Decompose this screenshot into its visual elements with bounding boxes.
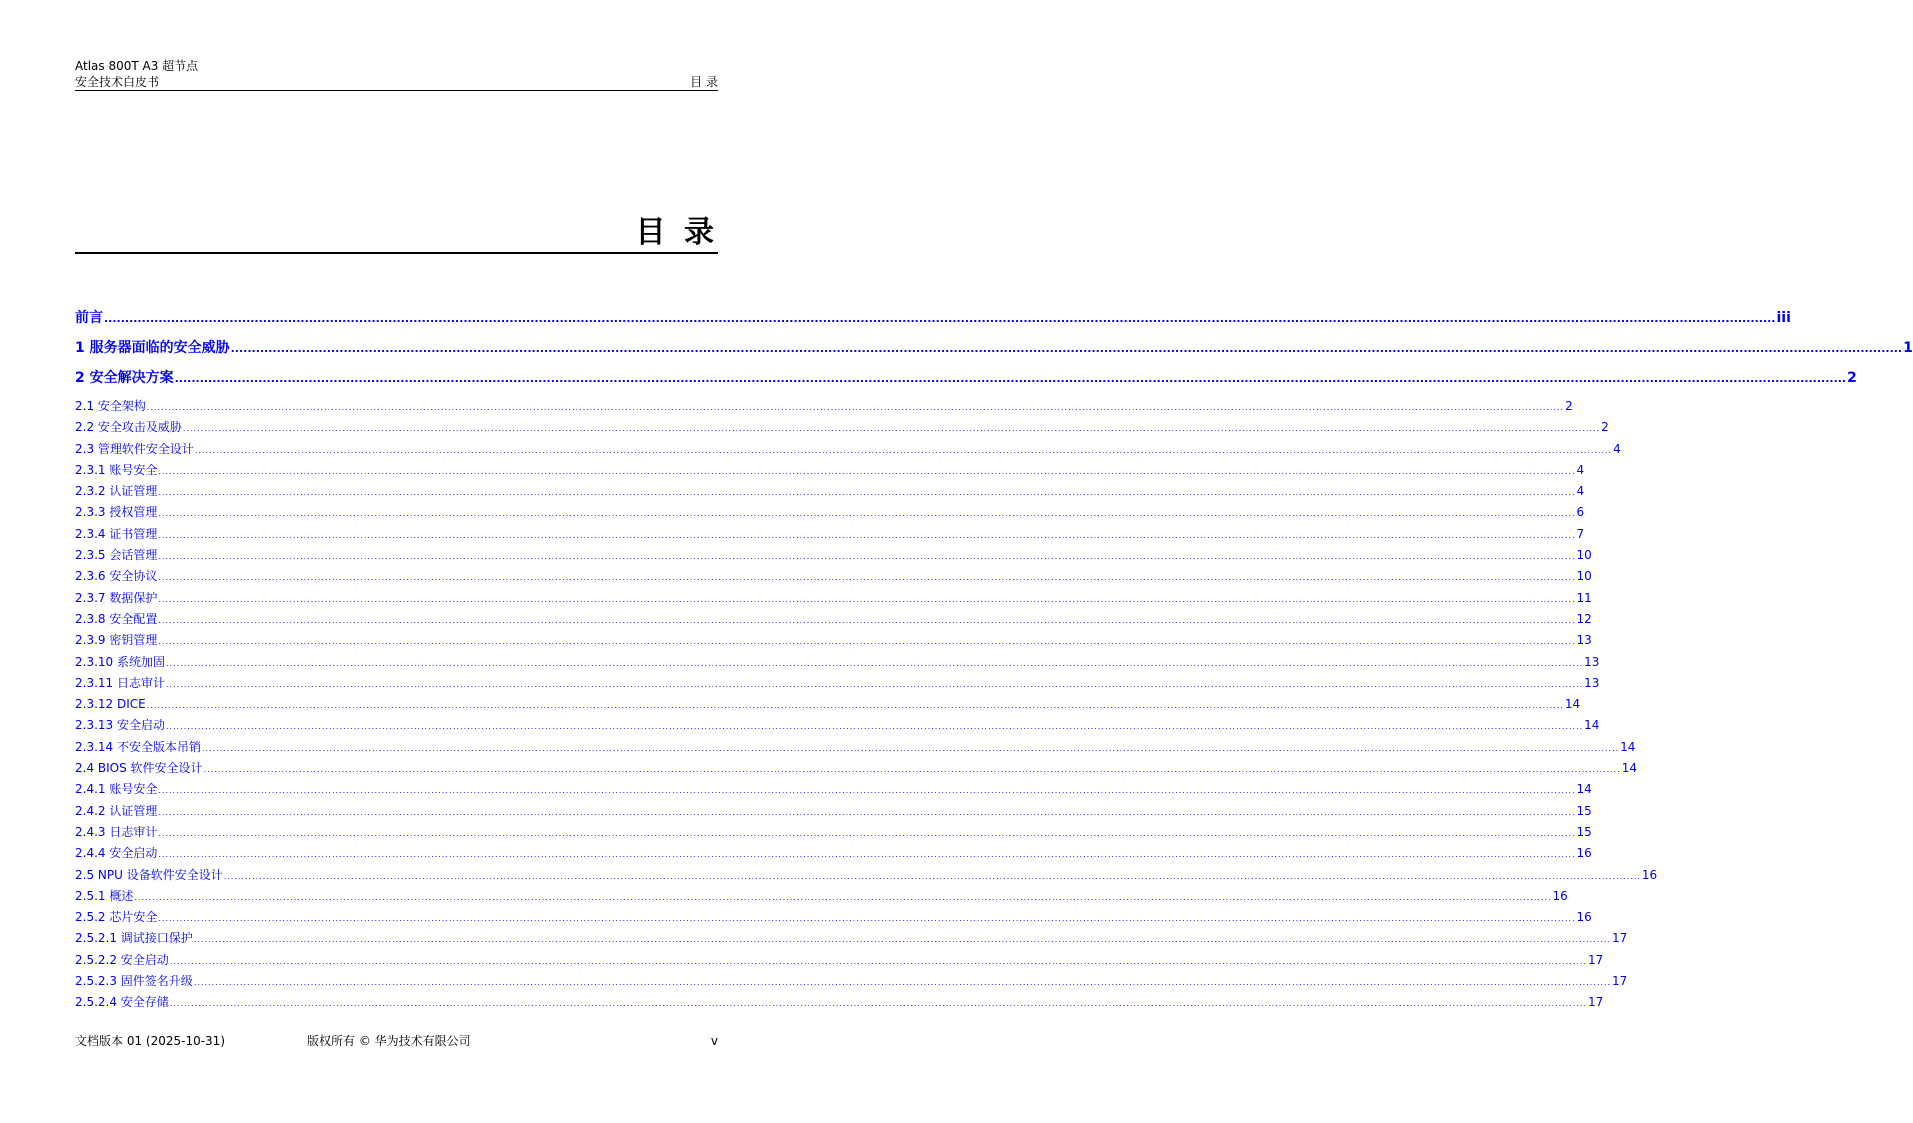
toc-dot-leader: ................................................................................................................................................................................................................................................................................................................................................................................................................ [169, 956, 1587, 966]
toc-dot-leader: ................................................................................................................................................................................................................................................................................................................................................................................................................ [158, 914, 1576, 924]
toc-dot-leader: ................................................................................................................................................................................................................................................................................................................................................................................................................ [146, 403, 1565, 412]
toc-dot-leader: ................................................................................................................................................................................................................................................................................................................................................................................................................ [182, 424, 1601, 434]
toc-dot-leader: ................................................................................................................................................................................................................................................................................................................................................................................................................ [223, 871, 1641, 881]
toc-entry-title: 2.2 安全攻击及威胁 [75, 420, 182, 435]
table-of-contents [75, 308, 1913, 1016]
toc-entry[interactable] [75, 568, 1592, 589]
toc-entry-page: 10 [1576, 569, 1592, 584]
toc-entry-title: 1 服务器面临的安全威胁 [75, 340, 230, 356]
toc-entry-page: 16 [1641, 867, 1658, 882]
header-product: Atlas 800T A3 超节点 [75, 59, 199, 73]
toc-entry-title: 2.3.10 系统加固 [75, 654, 165, 669]
toc-entry-title: 前言 [75, 310, 103, 326]
toc-entry-page: 17 [1588, 952, 1604, 967]
toc-dot-leader: ................................................................................................................................................................................................................................................................................................................................................................................................................ [158, 530, 1576, 540]
toc-entry-title: 2.3.1 账号安全 [75, 462, 158, 477]
toc-entry[interactable] [75, 504, 1585, 525]
toc-entry[interactable] [75, 611, 1592, 632]
toc-entry[interactable] [75, 398, 1573, 419]
toc-entry[interactable] [75, 845, 1592, 866]
toc-entry[interactable] [75, 973, 1628, 994]
toc-dot-leader: ................................................................................................................................................................................................................................................................................................................................................................................................................ [158, 786, 1576, 796]
toc-entry-title: 2.4.3 日志审计 [75, 824, 158, 839]
toc-entry[interactable] [75, 338, 1913, 368]
toc-entry-page: 12 [1576, 611, 1592, 626]
toc-entry-page: 6 [1576, 505, 1585, 520]
toc-entry[interactable] [75, 888, 1568, 909]
toc-entry-page: 14 [1584, 718, 1600, 733]
toc-entry-title: 2.3.14 不安全版本吊销 [75, 739, 201, 754]
toc-dot-leader: ................................................................................................................................................................................................................................................................................................................................................................................................................ [230, 342, 1903, 355]
toc-dot-leader: ................................................................................................................................................................................................................................................................................................................................................................................................................ [158, 615, 1576, 625]
toc-entry-page: 16 [1576, 846, 1592, 861]
toc-entry[interactable] [75, 824, 1592, 845]
toc-dot-leader: ................................................................................................................................................................................................................................................................................................................................................................................................................ [158, 509, 1576, 519]
toc-entry-page: 7 [1576, 526, 1585, 541]
toc-dot-leader: ................................................................................................................................................................................................................................................................................................................................................................................................................ [134, 892, 1552, 902]
toc-dot-leader: ................................................................................................................................................................................................................................................................................................................................................................................................................ [158, 488, 1576, 498]
toc-dot-leader: ................................................................................................................................................................................................................................................................................................................................................................................................................ [104, 312, 1776, 325]
toc-entry-title: 2.3.5 会话管理 [75, 548, 158, 563]
toc-entry[interactable] [75, 590, 1592, 611]
toc-dot-leader: ................................................................................................................................................................................................................................................................................................................................................................................................................ [169, 999, 1587, 1009]
toc-entry[interactable] [75, 867, 1658, 888]
toc-entry-title: 2.5 NPU 设备软件安全设计 [75, 867, 223, 882]
toc-entry-page: 17 [1588, 995, 1604, 1010]
toc-dot-leader: ................................................................................................................................................................................................................................................................................................................................................................................................................ [193, 935, 1611, 945]
toc-dot-leader: ................................................................................................................................................................................................................................................................................................................................................................................................................ [158, 807, 1576, 817]
toc-entry[interactable] [75, 547, 1592, 568]
toc-entry[interactable] [75, 781, 1592, 802]
toc-entry[interactable] [75, 717, 1600, 738]
toc-entry-page: iii [1776, 310, 1791, 326]
toc-entry-page: 10 [1576, 548, 1592, 563]
toc-entry-title: 2 安全解决方案 [75, 370, 174, 386]
toc-dot-leader: ................................................................................................................................................................................................................................................................................................................................................................................................................ [158, 594, 1576, 604]
toc-entry[interactable] [75, 483, 1585, 504]
toc-entry[interactable] [75, 930, 1628, 951]
toc-entry-page: 1 [1903, 340, 1913, 356]
toc-entry-page: 4 [1613, 441, 1621, 456]
toc-entry-page: 14 [1576, 782, 1592, 797]
toc-entry[interactable] [75, 632, 1592, 653]
toc-entry-page: 16 [1576, 910, 1592, 925]
toc-entry[interactable] [75, 368, 1857, 398]
toc-dot-leader: ................................................................................................................................................................................................................................................................................................................................................................................................................ [165, 658, 1584, 668]
toc-entry-page: 11 [1576, 590, 1592, 605]
toc-entry[interactable] [75, 909, 1592, 930]
toc-dot-leader: ................................................................................................................................................................................................................................................................................................................................................................................................................ [158, 850, 1576, 860]
footer-copyright: 版权所有 © 华为技术有限公司 [307, 1034, 471, 1048]
toc-dot-leader: ................................................................................................................................................................................................................................................................................................................................................................................................................ [193, 978, 1611, 988]
toc-dot-leader: ................................................................................................................................................................................................................................................................................................................................................................................................................ [165, 722, 1584, 732]
toc-dot-leader: ................................................................................................................................................................................................................................................................................................................................................................................................................ [158, 466, 1576, 476]
toc-entry-title: 2.4.1 账号安全 [75, 782, 158, 797]
toc-entry-title: 2.1 安全架构 [75, 399, 146, 413]
toc-entry-page: 4 [1576, 462, 1585, 477]
toc-entry[interactable] [75, 462, 1585, 483]
toc-entry-page: 17 [1612, 931, 1628, 946]
footer-version: 文档版本 01 (2025-10-31) [75, 1034, 226, 1048]
page-footer [75, 1033, 718, 1049]
header-doc-title: 安全技术白皮书 [75, 75, 160, 89]
toc-entry-title: 2.3.2 认证管理 [75, 484, 158, 499]
toc-entry-title: 2.3 管理软件安全设计 [75, 441, 194, 456]
toc-entry[interactable] [75, 308, 1791, 338]
toc-entry-page: 14 [1621, 761, 1638, 776]
toc-entry-title: 2.3.13 安全启动 [75, 718, 165, 733]
toc-entry-page: 2 [1565, 399, 1573, 413]
toc-entry-title: 2.5.2 芯片安全 [75, 910, 158, 925]
toc-dot-leader: ................................................................................................................................................................................................................................................................................................................................................................................................................ [203, 765, 1621, 775]
toc-dot-leader: ................................................................................................................................................................................................................................................................................................................................................................................................................ [158, 637, 1576, 647]
toc-entry-page: 2 [1847, 370, 1857, 386]
header-left [75, 58, 198, 90]
toc-entry-title: 2.5.2.1 调试接口保护 [75, 931, 193, 946]
toc-entry-page: 2 [1601, 420, 1609, 435]
toc-entry-page: 14 [1564, 697, 1581, 712]
toc-dot-leader: ................................................................................................................................................................................................................................................................................................................................................................................................................ [158, 828, 1576, 838]
toc-entry[interactable] [75, 760, 1638, 781]
toc-dot-leader: ................................................................................................................................................................................................................................................................................................................................................................................................................ [158, 552, 1576, 562]
toc-entry-title: 2.3.3 授权管理 [75, 505, 158, 520]
toc-entry-title: 2.3.12 DICE [75, 697, 146, 712]
toc-entry-title: 2.3.4 证书管理 [75, 526, 158, 541]
page-title: 目 录 [75, 214, 718, 254]
toc-entry-title: 2.5.2.3 固件签名升级 [75, 974, 193, 989]
toc-entry-title: 2.4 BIOS 软件安全设计 [75, 761, 203, 776]
toc-entry-page: 17 [1612, 974, 1628, 989]
toc-entry-page: 4 [1576, 484, 1585, 499]
toc-dot-leader: ................................................................................................................................................................................................................................................................................................................................................................................................................ [165, 679, 1584, 689]
toc-entry-title: 2.3.11 日志审计 [75, 675, 165, 690]
toc-entry-page: 15 [1576, 803, 1592, 818]
toc-dot-leader: ................................................................................................................................................................................................................................................................................................................................................................................................................ [201, 743, 1620, 753]
footer-page-number: v [710, 1034, 718, 1048]
toc-dot-leader: ................................................................................................................................................................................................................................................................................................................................................................................................................ [174, 372, 1847, 385]
toc-entry-title: 2.4.2 认证管理 [75, 803, 158, 818]
toc-entry-title: 2.5.2.4 安全存储 [75, 995, 169, 1010]
toc-entry[interactable] [75, 526, 1585, 547]
toc-entry-page: 15 [1576, 824, 1592, 839]
toc-entry-title: 2.3.6 安全协议 [75, 569, 158, 584]
toc-entry[interactable] [75, 803, 1592, 824]
toc-entry-title: 2.5.2.2 安全启动 [75, 952, 169, 967]
toc-entry-page: 13 [1584, 654, 1600, 669]
toc-entry[interactable] [75, 441, 1621, 462]
toc-entry[interactable] [75, 654, 1600, 675]
toc-entry[interactable] [75, 696, 1581, 717]
toc-entry-title: 2.3.8 安全配置 [75, 611, 158, 626]
page-header [75, 58, 718, 91]
toc-entry[interactable] [75, 952, 1604, 973]
toc-entry[interactable] [75, 675, 1600, 696]
toc-entry[interactable] [75, 419, 1609, 440]
toc-entry-page: 13 [1584, 675, 1600, 690]
toc-entry-title: 2.3.9 密钥管理 [75, 633, 158, 648]
toc-dot-leader: ................................................................................................................................................................................................................................................................................................................................................................................................................ [158, 573, 1576, 583]
toc-dot-leader: ................................................................................................................................................................................................................................................................................................................................................................................................................ [194, 445, 1613, 455]
toc-entry[interactable] [75, 739, 1636, 760]
toc-entry-page: 13 [1576, 633, 1592, 648]
header-section: 目 录 [690, 75, 718, 89]
toc-entry-page: 16 [1552, 888, 1568, 903]
toc-entry-title: 2.4.4 安全启动 [75, 846, 158, 861]
toc-dot-leader: ................................................................................................................................................................................................................................................................................................................................................................................................................ [146, 701, 1564, 711]
toc-entry-page: 14 [1620, 739, 1636, 754]
toc-entry-title: 2.3.7 数据保护 [75, 590, 158, 605]
toc-entry-title: 2.5.1 概述 [75, 888, 134, 903]
toc-entry[interactable] [75, 994, 1604, 1015]
